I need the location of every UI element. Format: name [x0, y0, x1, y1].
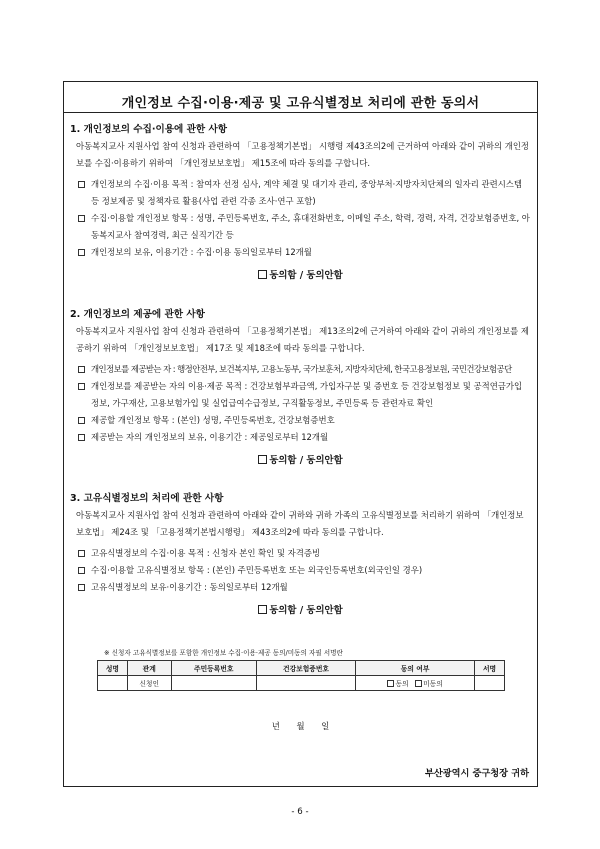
consent-choice[interactable]: 동의함 / 동의안함	[70, 267, 531, 284]
section-unique-id	[70, 491, 531, 619]
list-item: 수집·이용할 고유식별정보 항목 : (본인) 주민등록번호 또는 외국인등록번호(외국인일 경우)	[70, 562, 531, 579]
list-item: 수집·이용할 개인정보 항목 : 성명, 주민등록번호, 주소, 휴대전화번호, 이메일 주소, 학력, 경력, 자격, 건강보험증번호, 아동복지교사 참여경력, 최근 실직기간 등	[70, 210, 531, 244]
section-provision	[70, 307, 531, 469]
header-consent: 동의 여부	[356, 661, 475, 676]
section-items	[70, 361, 531, 446]
table-header-row	[98, 661, 505, 676]
section-heading: 3. 고유식별정보의 처리에 관한 사항	[70, 493, 224, 504]
list-item: 제공받는 자의 개인정보의 보유, 이용기간 : 제공일로부터 12개월	[70, 429, 531, 446]
addressee-signoff: 부산광역시 중구청장 귀하	[424, 768, 529, 779]
list-item: 고유식별정보의 보유·이용기간 : 동의일로부터 12개월	[70, 579, 531, 596]
agree-checkbox-icon[interactable]	[387, 680, 394, 687]
section-heading: 1. 개인정보의 수집·이용에 관한 사항	[70, 124, 228, 135]
list-item: 개인정보의 수집·이용 목적 : 참여자 선정 심사, 계약 체결 및 대기자 관리, 중앙부처·지방자치단체의 일자리 관련시스템 등 정보제공 및 정책자료 활용(사업 관련 각종 조사·연구 포함)	[70, 176, 531, 210]
section-items	[70, 176, 531, 261]
checkbox-icon[interactable]	[258, 605, 267, 614]
square-bullet-icon	[78, 434, 85, 441]
square-bullet-icon	[78, 383, 85, 390]
section-heading: 2. 개인정보의 제공에 관한 사항	[70, 309, 205, 320]
square-bullet-icon	[78, 567, 85, 574]
date-line: 년 월 일	[271, 721, 330, 731]
page-number: - 6 -	[291, 807, 309, 817]
form-title: 개인정보 수집·이용·제공 및 고유식별정보 처리에 관한 동의서	[121, 96, 480, 111]
checkbox-icon[interactable]	[258, 455, 267, 464]
square-bullet-icon	[78, 417, 85, 424]
consent-form-frame	[63, 81, 538, 787]
title-divider	[64, 112, 537, 113]
square-bullet-icon	[78, 249, 85, 256]
section-items	[70, 545, 531, 596]
list-item: 개인정보를 제공받는 자 : 행정안전부, 보건복지부, 고용노동부, 국가보훈처, 지방자치단체, 한국고용정보원, 국민건강보험공단	[70, 361, 531, 378]
cell-relation: 신청인	[127, 676, 171, 691]
consent-choice[interactable]: 동의함 / 동의안함	[70, 602, 531, 619]
cell-consent: 동의 미동의	[356, 676, 475, 691]
square-bullet-icon	[78, 584, 85, 591]
list-item: 개인정보를 제공받는 자의 이용·제공 목적 : 건강보험부과금액, 가입자구분 및 증번호 등 건강보험정보 및 공적연금가입 정보, 가구재산, 고용보험가입 및 실업급여수급정보, 구직활동정보, 주민등록 등 관련자료 확인	[70, 378, 531, 412]
section-paragraph: 아동복지교사 지원사업 참여 신청과 관련하여 「고용정책기본법」 제13조의2에 근거하여 아래와 같이 귀하의 개인정보를 제공하기 위하여 「개인정보보호법」 제17조 및 제18조에 따라 동의를 구합니다.	[76, 326, 530, 353]
cell-health-insurance-number[interactable]	[256, 676, 355, 691]
signature-table	[97, 660, 505, 691]
header-resident-number: 주민등록번호	[171, 661, 256, 676]
section-paragraph: 아동복지교사 지원사업 참여 신청과 관련하여 「고용정책기본법」 시행령 제43조의2에 근거하여 아래와 같이 귀하의 개인정보를 수집·이용하기 위하여 「개인정보보호법」 제15조에 따라 동의를 구합니다.	[76, 141, 530, 168]
signature-note: ※ 신청자 고유식별정보를 포함한 개인정보 수집·이용·제공 동의/미동의 자필 서명란	[104, 649, 343, 657]
list-item: 개인정보의 보유, 이용기간 : 수집·이용 동의일로부터 12개월	[70, 244, 531, 261]
cell-resident-number[interactable]	[171, 676, 256, 691]
checkbox-icon[interactable]	[258, 270, 267, 279]
square-bullet-icon	[78, 550, 85, 557]
header-health-insurance-number: 건강보험증번호	[256, 661, 355, 676]
section-paragraph: 아동복지교사 지원사업 참여 신청과 관련하여 아래와 같이 귀하와 귀하 가족의 고유식별정보를 처리하기 위하여 「개인정보보호법」 제24조 및 「고용정책기본법시행령」 제43조의2에 따라 동의를 구합니다.	[76, 510, 524, 537]
section-collection	[70, 122, 531, 284]
square-bullet-icon	[78, 181, 85, 188]
table-row	[98, 676, 505, 691]
header-signature: 서명	[475, 661, 505, 676]
cell-name[interactable]	[98, 676, 128, 691]
header-name: 성명	[98, 661, 128, 676]
disagree-checkbox-icon[interactable]	[415, 680, 422, 687]
list-item: 제공할 개인정보 항목 : (본인) 성명, 주민등록번호, 건강보험증번호	[70, 412, 531, 429]
cell-signature[interactable]	[475, 676, 505, 691]
consent-choice[interactable]: 동의함 / 동의안함	[70, 452, 531, 469]
list-item: 고유식별정보의 수집·이용 목적 : 신청자 본인 확인 및 자격증빙	[70, 545, 531, 562]
square-bullet-icon	[78, 215, 85, 222]
header-relation: 관계	[127, 661, 171, 676]
square-bullet-icon	[78, 366, 85, 373]
